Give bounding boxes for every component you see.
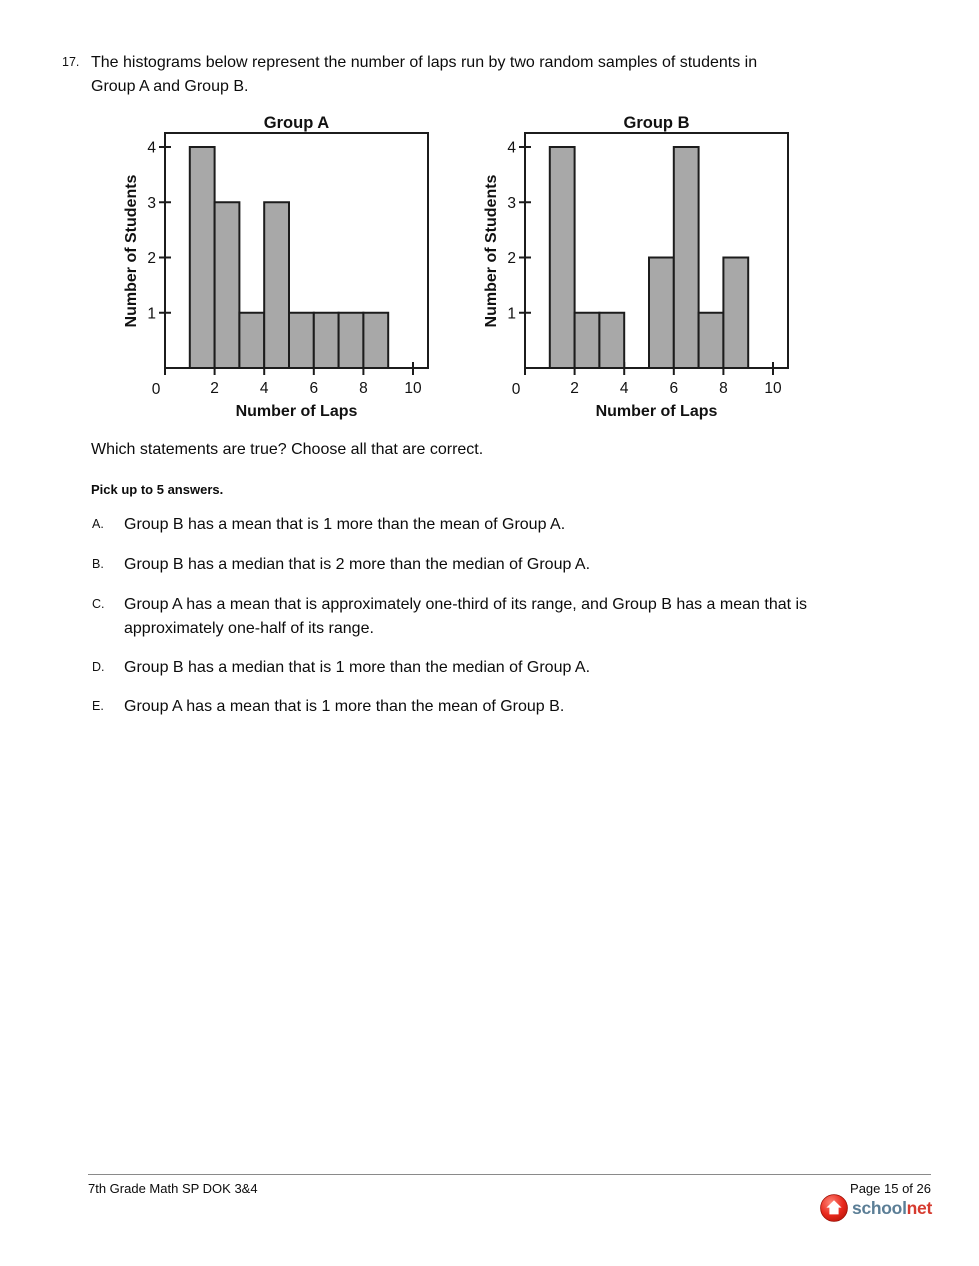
x-tick-label: 8	[719, 380, 728, 397]
x-tick-label: 10	[404, 380, 422, 397]
y-tick-label: 4	[147, 139, 156, 157]
schoolnet-logo	[820, 1194, 932, 1222]
x-tick-label: 10	[764, 380, 782, 397]
x-axis-label: Number of Laps	[235, 403, 358, 420]
y-tick-label: 1	[147, 305, 156, 323]
histogram-bar	[264, 202, 289, 368]
y-tick-label: 3	[507, 194, 516, 212]
histogram-bar	[649, 258, 674, 369]
question-number: 17.	[62, 55, 80, 69]
x-tick-label: 4	[619, 380, 629, 397]
x-axis-label: Number of Laps	[595, 403, 718, 420]
x-tick-label: 6	[669, 380, 679, 397]
footer-document-title: 7th Grade Math SP DOK 3&4	[88, 1181, 258, 1196]
home-icon	[820, 1194, 848, 1222]
origin-label: 0	[151, 381, 161, 398]
histogram-bar	[339, 313, 364, 368]
x-tick-label: 2	[570, 380, 579, 397]
y-tick-label: 2	[507, 250, 516, 267]
histogram-bar	[674, 147, 699, 368]
group-b-histogram	[465, 110, 820, 420]
histogram-bar	[599, 313, 624, 368]
x-tick-label: 4	[259, 380, 269, 397]
logo-text-school: school	[852, 1197, 907, 1218]
histogram-bar	[215, 202, 240, 368]
x-tick-label: 2	[210, 380, 219, 397]
choice-a-text: Group B has a mean that is 1 more than the mean of Group A.	[124, 516, 566, 533]
logo-text-net: net	[906, 1197, 932, 1218]
x-tick-label: 6	[309, 380, 319, 397]
histograms-row	[105, 110, 825, 420]
choice-d-letter: D.	[92, 660, 105, 674]
histogram-bar	[575, 313, 600, 368]
chart-title: Group B	[623, 114, 690, 132]
y-tick-label: 4	[507, 139, 516, 157]
y-axis-label: Number of Students	[123, 174, 140, 328]
choice-b-letter: B.	[92, 557, 104, 571]
y-tick-label: 1	[507, 305, 516, 323]
histogram-bar	[363, 313, 388, 368]
histogram-bar	[550, 147, 575, 368]
choice-e-letter: E.	[92, 699, 104, 713]
footer-divider	[88, 1174, 931, 1175]
pick-instruction: Pick up to 5 answers.	[91, 482, 224, 497]
choice-a-letter: A.	[92, 517, 104, 531]
choice-d-text: Group B has a median that is 1 more than the median of Group A.	[124, 659, 591, 676]
chart-title: Group A	[263, 114, 330, 132]
histogram-bar	[699, 313, 724, 368]
choice-c-text: Group A has a mean that is approximately one-third of its range, and Group B has a mean that is approximately one-half of its range.	[124, 596, 808, 637]
choice-c-letter: C.	[92, 597, 105, 611]
footer-page-label: Page 15 of 26	[850, 1181, 931, 1196]
question-text: The histograms below represent the number of laps run by two random samples of students in Group A and Group B.	[91, 54, 758, 95]
choice-e-text: Group A has a mean that is 1 more than the mean of Group B.	[124, 698, 565, 715]
group-a-histogram	[105, 110, 460, 420]
histogram-bar	[239, 313, 264, 368]
histogram-bar	[190, 147, 215, 368]
y-tick-label: 3	[147, 194, 156, 212]
histogram-bar	[723, 258, 748, 369]
histogram-bar	[289, 313, 314, 368]
y-tick-label: 2	[147, 250, 156, 267]
histogram-bar	[314, 313, 339, 368]
y-axis-label: Number of Students	[483, 174, 500, 328]
x-tick-label: 8	[359, 380, 368, 397]
origin-label: 0	[511, 381, 521, 398]
prompt-text: Which statements are true? Choose all that are correct.	[91, 441, 484, 458]
choice-b-text: Group B has a median that is 2 more than the median of Group A.	[124, 556, 591, 573]
